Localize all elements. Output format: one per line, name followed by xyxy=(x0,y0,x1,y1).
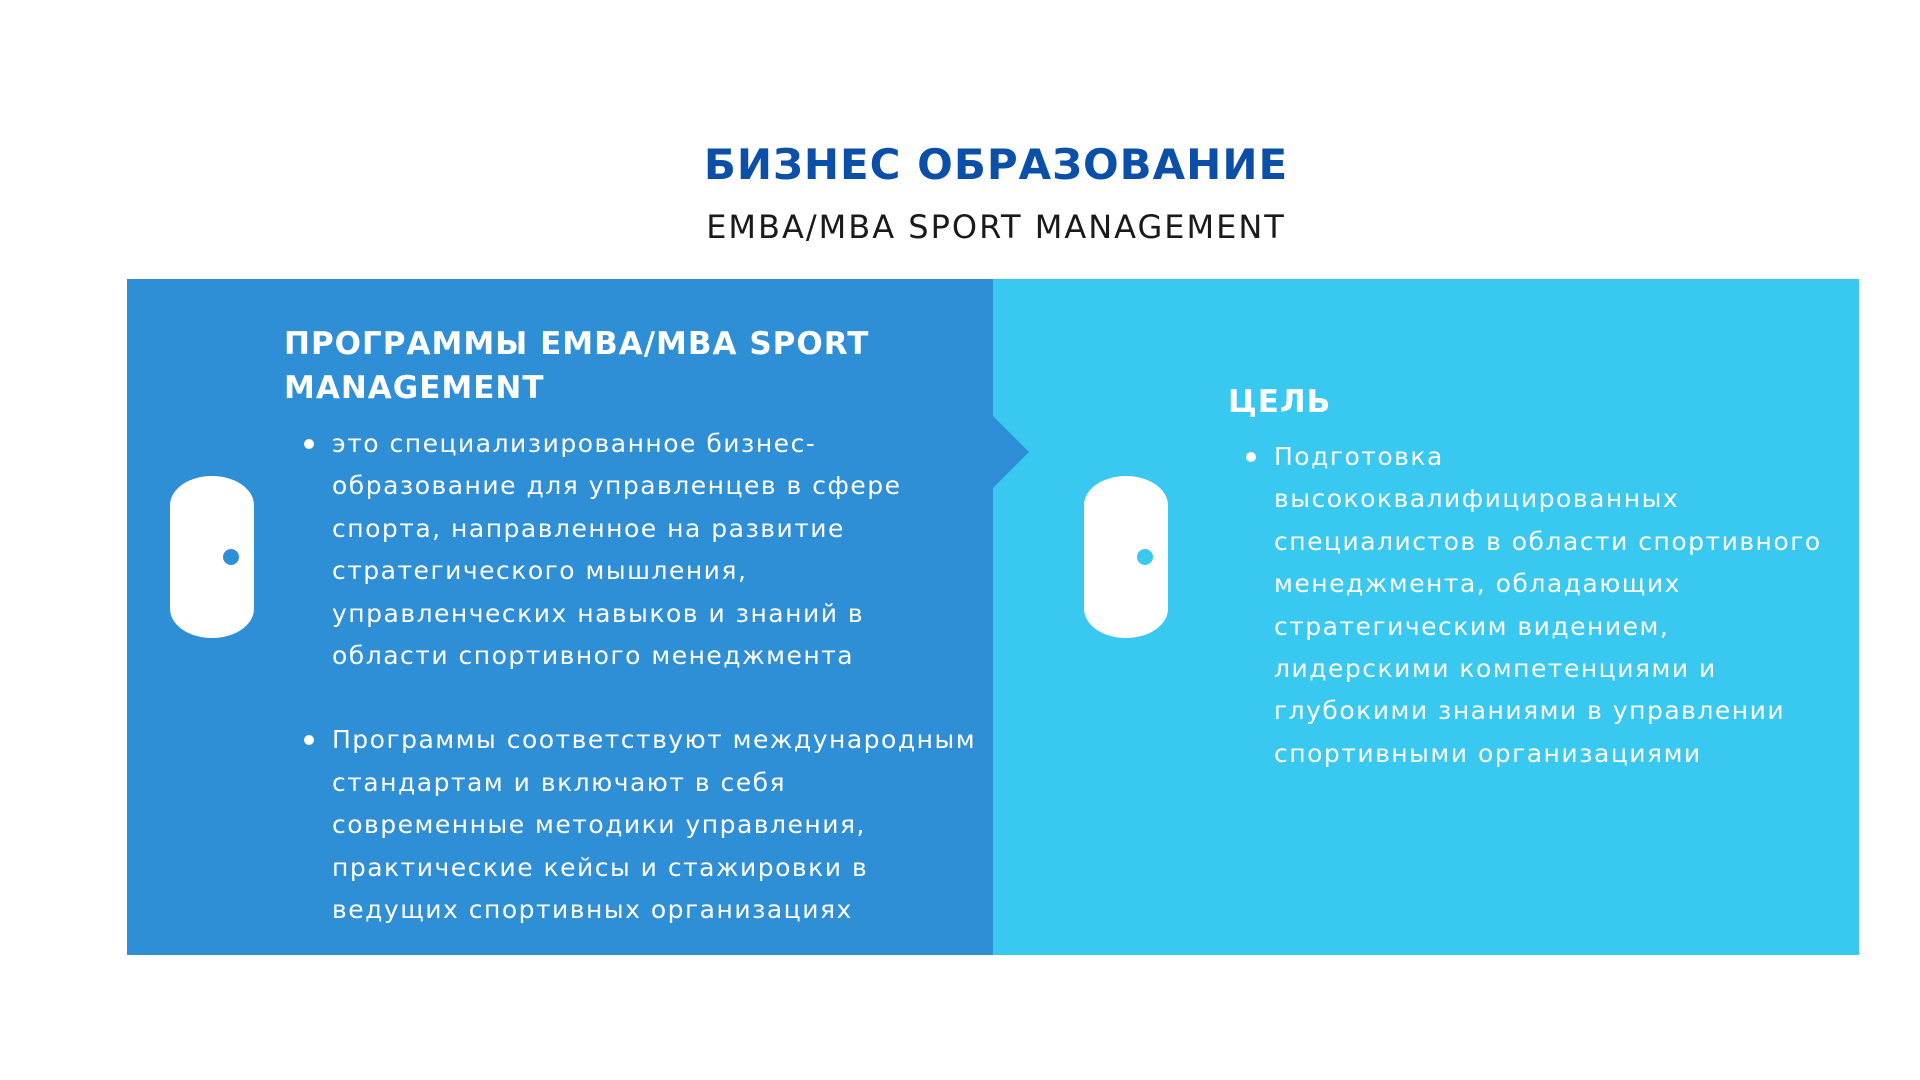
list-item xyxy=(1226,436,1836,775)
bullet-icon xyxy=(304,439,314,449)
list-item xyxy=(284,719,984,931)
bullet-text: Подготовка высококвалифицированных специалистов в области спортивного менеджмента, обладающих стратегическим видением, лидерскими компетенциями и глубокими знаниями в управлении спортивными организациями xyxy=(1274,442,1822,768)
bullet-text: это специализированное бизнес-образование для управленцев в сфере спорта, направленное на развитие стратегического мышления, управленческих навыков и знаний в области спортивного менеджмента xyxy=(332,429,902,671)
bullet-icon xyxy=(304,735,314,745)
list-item xyxy=(284,423,984,677)
panel-arrow-connector xyxy=(993,416,1029,488)
bullet-text: Программы соответствуют международным стандартам и включают в себя современные методики управления, практические кейсы и стажировки в ведущих спортивных организациях xyxy=(332,725,977,925)
page-subtitle: EMBA/MBA SPORT MANAGEMENT xyxy=(706,208,1286,246)
goal-badge-dot xyxy=(1137,549,1153,565)
page-title: БИЗНЕС ОБРАЗОВАНИЕ xyxy=(703,140,1289,189)
bullet-icon xyxy=(1246,452,1256,462)
goal-badge-icon xyxy=(1084,476,1168,638)
programs-bullet-list xyxy=(284,423,984,931)
programs-badge-icon xyxy=(170,476,254,638)
programs-badge-dot xyxy=(223,549,239,565)
programs-heading: ПРОГРАММЫ EMBA/MBA SPORT MANAGEMENT xyxy=(284,326,870,406)
goal-bullet-list xyxy=(1226,436,1836,775)
goal-heading: ЦЕЛЬ xyxy=(1228,384,1332,420)
